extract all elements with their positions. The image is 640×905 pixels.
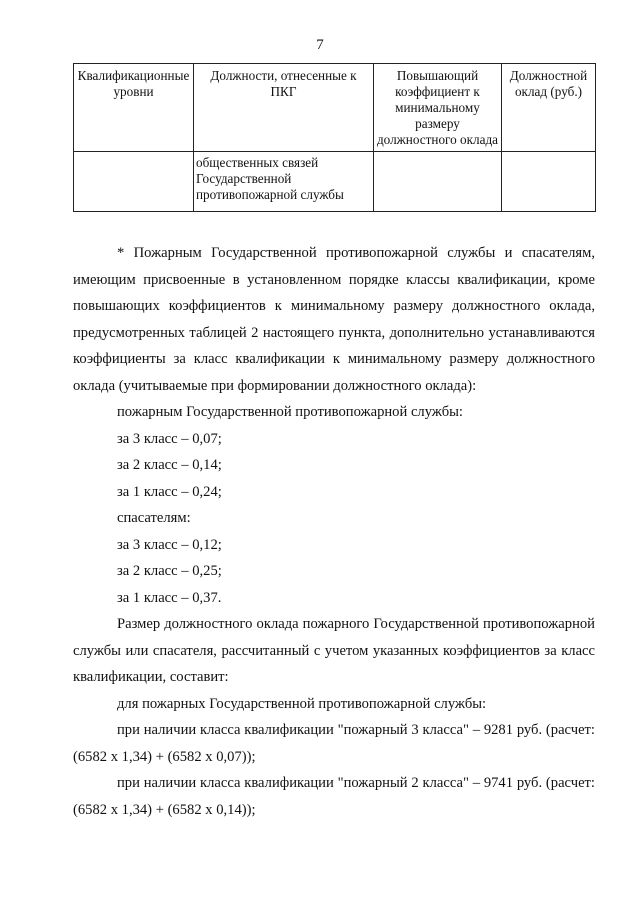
list-item: за 3 класс – 0,07; xyxy=(117,430,222,447)
document-body xyxy=(73,240,595,823)
list-heading: спасателям: xyxy=(117,510,191,526)
list-item: за 1 класс – 0,24; xyxy=(117,483,222,500)
list-item: за 2 класс – 0,14; xyxy=(117,457,222,473)
list-item: за 1 класс – 0,37. xyxy=(117,589,222,606)
table-cell xyxy=(374,152,502,212)
salary-paragraph: Размер должностного оклада пожарного Государственной противопожарной службы или спасателя, рассчитанный с учетом указанных коэффициентов за класс квалификации, составит: xyxy=(73,616,595,685)
table-row xyxy=(74,152,596,212)
salary-calculation: при наличии класса квалификации "пожарный 3 класса" – 9281 руб. (расчет: (6582 x 1,34) + (6582 x 0,07)); xyxy=(73,722,595,765)
table-header-row xyxy=(74,64,596,152)
list-item: за 2 класс – 0,25; xyxy=(117,563,222,579)
list-heading: для пожарных Государственной противопожарной службы: xyxy=(117,695,487,712)
header-official-salary: Должностной оклад (руб.) xyxy=(502,64,596,152)
table-cell xyxy=(74,152,194,212)
list-heading: пожарным Государственной противопожарной службы: xyxy=(117,404,463,420)
table-cell xyxy=(502,152,596,212)
header-positions: Должности, отнесенные к ПКГ xyxy=(194,64,374,152)
header-increasing-coefficient: Повышающий коэффициент к минимальному размеру должностного оклада xyxy=(374,64,502,152)
qualification-table xyxy=(73,63,596,212)
list-item: за 3 класс – 0,12; xyxy=(117,536,222,553)
page-number: 7 xyxy=(316,37,324,53)
footnote-paragraph: * Пожарным Государственной противопожарной службы и спасателям, имеющим присвоенные в установленном порядке классы квалификации, кроме повышающих коэффициентов к минимальному размеру должностного оклада, предусмотренных таблицей 2 настоящего пункта, дополнительно устанавливаются коэффициенты за класс квалификации к минимальному размеру должностного оклада (учитываемые при формировании должностного оклада): xyxy=(73,245,595,394)
table-cell: общественных связей Государственной противопожарной службы xyxy=(194,152,374,212)
salary-calculation: при наличии класса квалификации "пожарный 2 класса" – 9741 руб. (расчет: (6582 x 1,34) + (6582 x 0,14)); xyxy=(73,775,595,818)
header-qualification-levels: Квалификационные уровни xyxy=(74,64,194,152)
